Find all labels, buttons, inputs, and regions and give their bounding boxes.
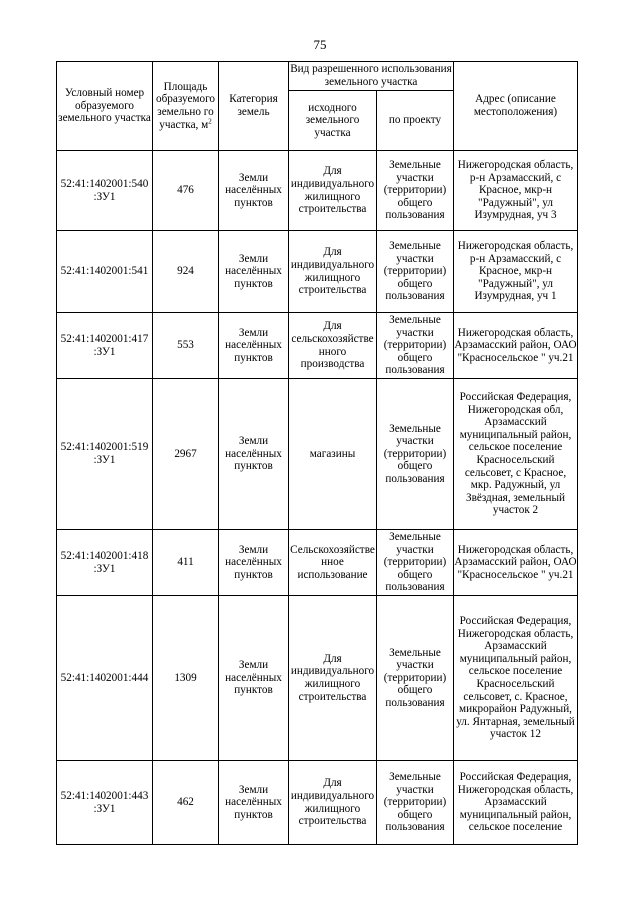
table-row [57, 231, 578, 313]
cell-use-original: Для индивидуального жилищного строительства [289, 231, 377, 313]
land-plots-table [56, 61, 578, 845]
cell-cadastral: 52:41:1402001:540 :ЗУ1 [57, 151, 153, 231]
cell-address: Нижегородская область, р-н Арзамасский, с Красное, мкр-н "Радужный", ул Изумрудная, уч 3 [454, 151, 578, 231]
cell-use-project: Земельные участки (территории) общего пользования [377, 379, 454, 530]
header-permitted-use: Вид разрешенного использования земельного участка [289, 62, 454, 91]
table-row [57, 379, 578, 530]
cell-area: 2967 [153, 379, 219, 530]
cell-area: 411 [153, 530, 219, 596]
cell-use-original: Для сельскохозяйстве нного производства [289, 313, 377, 379]
header-cadastral: Условный номер образуемого земельного участка [57, 62, 153, 151]
cell-category: Земли населённых пунктов [219, 379, 289, 530]
cell-area: 553 [153, 313, 219, 379]
cell-category: Земли населённых пунктов [219, 761, 289, 845]
table-row [57, 530, 578, 596]
cell-address: Российская Федерация, Нижегородская область, Арзамасский муниципальный район, сельское поселение [454, 761, 578, 845]
cell-use-original: Для индивидуального жилищного строительства [289, 596, 377, 761]
table-row [57, 313, 578, 379]
cell-use-project: Земельные участки (территории) общего пользования [377, 596, 454, 761]
header-area-text: Площадь образуемого земельно го участка, [155, 80, 216, 131]
table-row [57, 151, 578, 231]
table-row [57, 596, 578, 761]
cell-use-original: Для индивидуального жилищного строительства [289, 151, 377, 231]
header-area-unit: м [201, 118, 209, 131]
cell-use-project: Земельные участки (территории) общего пользования [377, 530, 454, 596]
cell-address: Российская Федерация, Нижегородская область, Арзамасский муниципальный район, сельское поселение Красносельский сельсовет, с. Красное, микрорайон Радужный, ул. Янтарная, земельный участок 12 [454, 596, 578, 761]
cell-cadastral: 52:41:1402001:443 :ЗУ1 [57, 761, 153, 845]
cell-area: 462 [153, 761, 219, 845]
cell-category: Земли населённых пунктов [219, 151, 289, 231]
cell-use-original: Сельскохозяйстве нное использование [289, 530, 377, 596]
cell-cadastral: 52:41:1402001:418 :ЗУ1 [57, 530, 153, 596]
cell-use-original: магазины [289, 379, 377, 530]
cell-area: 476 [153, 151, 219, 231]
page-number: 75 [313, 37, 327, 52]
cell-use-project: Земельные участки (территории) общего пользования [377, 231, 454, 313]
cell-use-project: Земельные участки (территории) общего пользования [377, 761, 454, 845]
cell-use-original: Для индивидуального жилищного строительства [289, 761, 377, 845]
cell-cadastral: 52:41:1402001:541 [57, 231, 153, 313]
cell-address: Нижегородская область, р-н Арзамасский, с Красное, мкр-н "Радужный", ул Изумрудная, уч 1 [454, 231, 578, 313]
cell-cadastral: 52:41:1402001:519 :ЗУ1 [57, 379, 153, 530]
header-use-original: исходного земельного участка [289, 91, 377, 151]
cell-address: Нижегородская область, Арзамасский район, ОАО "Красносельское " уч.21 [454, 313, 578, 379]
cell-category: Земли населённых пунктов [219, 596, 289, 761]
cell-use-project: Земельные участки (территории) общего пользования [377, 151, 454, 231]
cell-cadastral: 52:41:1402001:444 [57, 596, 153, 761]
cell-address: Нижегородская область, Арзамасский район, ОАО "Красносельское " уч.21 [454, 530, 578, 596]
cell-address: Российская Федерация, Нижегородская обл, Арзамасский муниципальный район, сельское поселение Красносельский сельсовет, с Красное, мкр. Радужный, ул Звёздная, земельный участок 2 [454, 379, 578, 530]
cell-cadastral: 52:41:1402001:417 :ЗУ1 [57, 313, 153, 379]
header-area-unit-sup: 2 [208, 116, 212, 125]
header-category: Категория земель [219, 62, 289, 151]
cell-area: 924 [153, 231, 219, 313]
cell-category: Земли населённых пунктов [219, 313, 289, 379]
cell-category: Земли населённых пунктов [219, 231, 289, 313]
cell-use-project: Земельные участки (территории) общего пользования [377, 313, 454, 379]
cell-area: 1309 [153, 596, 219, 761]
header-use-project: по проекту [377, 91, 454, 151]
header-address: Адрес (описание местоположения) [454, 62, 578, 151]
table-row [57, 761, 578, 845]
cell-category: Земли населённых пунктов [219, 530, 289, 596]
header-area [153, 62, 219, 151]
